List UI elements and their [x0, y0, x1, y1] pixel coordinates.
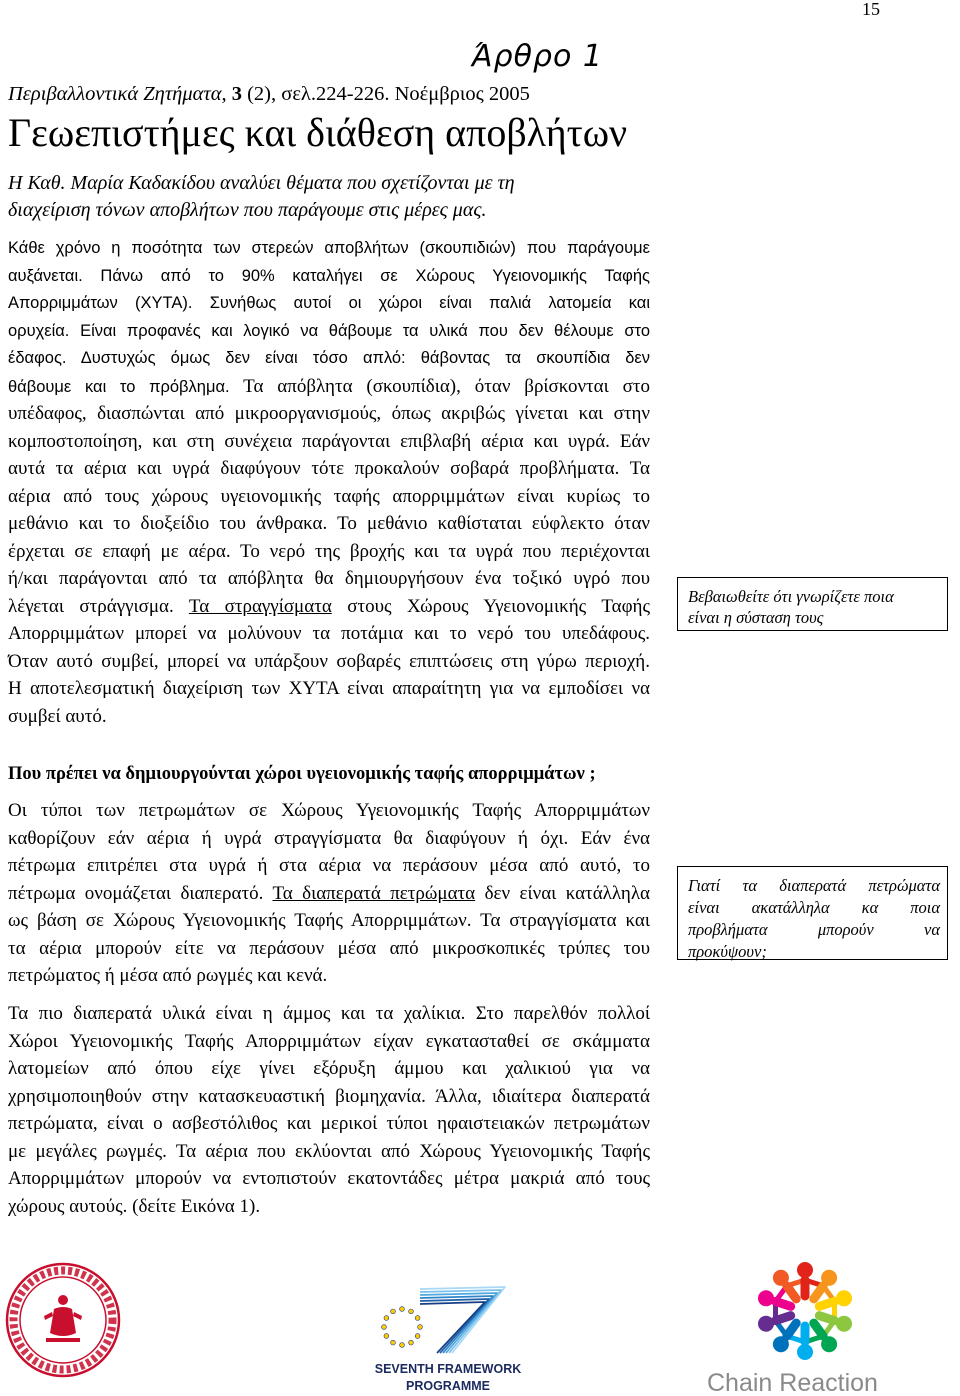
page-number: 15 — [862, 0, 880, 19]
margin-note-line: Γιατί τα διαπερατά πετρώματα — [688, 876, 940, 895]
section-3-paragraph — [8, 1000, 650, 1220]
linked-people-icon — [758, 1262, 852, 1360]
citation-details: (2), σελ.224-226. Νοέμβριος 2005 — [247, 83, 530, 105]
body-line: ως βάση σε Χώρους Υγειονομικής Ταφής Απορριμμάτων. Τα στραγγίσματα και — [8, 910, 650, 932]
eu-stars-icon — [382, 1307, 423, 1348]
body-line: κομποστοποίηση, και στη συνέχεια παράγονται επιβλαβή αέρια και υγρά. Εάν — [8, 430, 650, 452]
margin-note-line: προκύψουν; — [688, 942, 767, 961]
citation-volume: 3 — [231, 83, 242, 105]
body-line-part: λέγεται στράγγισμα. — [8, 595, 174, 617]
fp7-logo-text: SEVENTH FRAMEWORK — [374, 1362, 522, 1376]
fp7-logo-text: PROGRAMME — [405, 1379, 491, 1393]
body-line-part: πέτρωμα ονομάζεται διαπερατό. — [8, 882, 264, 904]
section-1-paragraph — [8, 235, 650, 730]
article-title: Γεωεπιστήμες και διάθεση αποβλήτων — [8, 110, 628, 155]
body-line: υπέδαφος, διασπώνται από μικροοργανισμούς, όπως ακριβώς γίνεται και στην — [8, 403, 650, 425]
body-line: χώρους αυτούς. (δείτε Εικόνα 1). — [8, 1195, 261, 1217]
body-line: συμβεί αυτό. — [8, 705, 107, 727]
chain-reaction-logo — [705, 1258, 910, 1396]
body-line: πέτρωμα επιτρέπει στα υγρά ή στα αέρια να περάσουν μέσα από αυτό, το — [8, 855, 650, 877]
body-line: έρχεται σε επαφή με αέρα. Το νερό της βροχής και τα υγρά που περιέχονται — [8, 540, 650, 562]
body-line: Οι τύποι των πετρωμάτων σε Χώρους Υγειονομικής Ταφής Απορριμμάτων — [8, 800, 650, 822]
body-line: ορυχεία. Είναι προφανές και λογικό να θάβουμε τα υλικά που δεν θέλουμε στο — [8, 321, 650, 340]
section-2-paragraph — [8, 797, 650, 990]
seven-icon — [420, 1287, 505, 1353]
underlined-term: Τα στραγγίσματα — [188, 595, 332, 617]
body-line: πετρώματος ή μέσα από ρωγμές και κενά. — [8, 965, 328, 987]
chain-reaction-logo-text: Chain Reaction — [707, 1369, 878, 1396]
body-line: μεθάνιο και το διοξείδιο του άνθρακα. Το μεθάνιο καθίσταται εύφλεκτο όταν — [8, 513, 650, 535]
body-line — [8, 880, 650, 908]
body-line: Απορριμμάτων (ΧΥΤΑ). Συνήθως αυτοί οι χώροι είναι παλιά λατομεία και — [8, 294, 650, 313]
body-line: αυτά τα αέρια και υγρά διαφύγουν τότε προκαλούν σοβαρά προβλήματα. Τα — [8, 458, 650, 480]
citation — [8, 81, 530, 107]
body-line: με μεγάλες ρωγμές. Τα αέρια που εκλύονται από Χώρους Υγειονομικής Ταφής — [8, 1140, 650, 1162]
article-label: Άρθρο 1 — [472, 39, 603, 74]
university-seal-logo — [4, 1260, 122, 1380]
margin-note — [677, 866, 948, 960]
body-line — [8, 593, 650, 621]
section-heading: Που πρέπει να δημιουργούνται χώροι υγειονομικής ταφής απορριμμάτων ; — [8, 763, 596, 784]
lead-line: διαχείριση τόνων αποβλήτων που παράγουμε στις μέρες μας. — [8, 198, 487, 221]
margin-note-line: είναι η σύσταση τους — [688, 608, 824, 627]
body-line: Η αποτελεσματική διαχείριση των ΧΥΤΑ είναι απαραίτητη για να εμποδίσει να — [8, 678, 650, 700]
body-line: Όταν αυτό συμβεί, μπορεί να υπάρξουν σοβαρές επιπτώσεις στη γύρω περιοχή. — [8, 650, 650, 672]
body-line: πετρώματα, είναι ο ασβεστόλιθος και μερικοί τύποι ηφαιστειακών πετρωμάτων — [8, 1113, 650, 1135]
body-line: Απορριμμάτων μπορούν να εντοπιστούν εκατοντάδες μέτρα μακριά από τους — [8, 1168, 650, 1190]
body-line: Κάθε χρόνο η ποσότητα των στερεών αποβλήτων (σκουπιδιών) που παράγουμε — [8, 239, 650, 258]
citation-separator: , — [221, 83, 227, 105]
margin-note-line: Βεβαιωθείτε ότι γνωρίζετε ποια — [688, 587, 894, 606]
body-line — [8, 373, 650, 401]
body-line-part: στους Χώρους Υγειονομικής Ταφής — [347, 595, 650, 617]
body-line: λατομείων από όπου είχε γίνει εξόρυξη άμμου και χαλικιού για να — [8, 1058, 650, 1080]
body-line: έδαφος. Δυστυχώς όμως δεν είναι τόσο απλό: θάβοντας τα σκουπίδια δεν — [8, 349, 650, 368]
body-line: χρησιμοποιηθούν στην κατασκευαστική βιομηχανία. Άλλα, ιδιαίτερα διαπερατά — [8, 1085, 650, 1107]
body-line: αέρια από τους χώρους υγειονομικής ταφής απορριμμάτων είναι κυρίως το — [8, 485, 650, 507]
body-line: καθορίζουν εάν αέρια ή υγρά στραγγίσματα θα διαφύγουν ή όχι. Εάν ένα — [8, 827, 650, 849]
body-line-part: δεν είναι κατάλληλα — [484, 882, 651, 904]
body-line: Τα πιο διαπερατά υλικά είναι η άμμος και τα χαλίκια. Στο παρελθόν πολλοί — [8, 1003, 650, 1025]
margin-note-line: προβλήματα μπορούν να — [688, 920, 940, 939]
seventh-framework-programme-logo — [368, 1283, 528, 1395]
margin-note-line: είναι ακατάλληλα κα ποια — [688, 898, 940, 917]
body-line: Χώροι Υγειονομικής Ταφής Απορριμμάτων είχαν εγκατασταθεί σε σκάμματα — [8, 1030, 650, 1052]
body-line-part: θάβουμε και το πρόβλημα. — [8, 377, 230, 396]
margin-note — [677, 577, 948, 631]
underlined-term: Τα διαπερατά πετρώματα — [272, 882, 476, 904]
body-line-part: Τα απόβλητα (σκουπίδια), όταν βρίσκονται στο — [243, 375, 650, 397]
body-line: αυξάνεται. Πάνω από το 90% καταλήγει σε Χώρους Υγειονομικής Ταφής — [8, 266, 650, 285]
lead-paragraph — [8, 170, 515, 224]
body-line: ή/και παράγονται από τα απόβλητα θα δημιουργήσουν ένα τοξικό υγρό που — [8, 568, 650, 590]
citation-journal: Περιβαλλοντικά Ζητήματα — [8, 83, 222, 105]
body-line: Απορριμμάτων μπορεί να μολύνουν τα ποτάμια και το νερό του υπεδάφους. — [8, 623, 650, 645]
lead-line: Η Καθ. Μαρία Καδακίδου αναλύει θέματα που σχετίζονται με τη — [8, 171, 515, 194]
body-line: τα αέρια μπορούν είτε να περάσουν μέσα από μικροσκοπικές τρύπες του — [8, 937, 650, 959]
